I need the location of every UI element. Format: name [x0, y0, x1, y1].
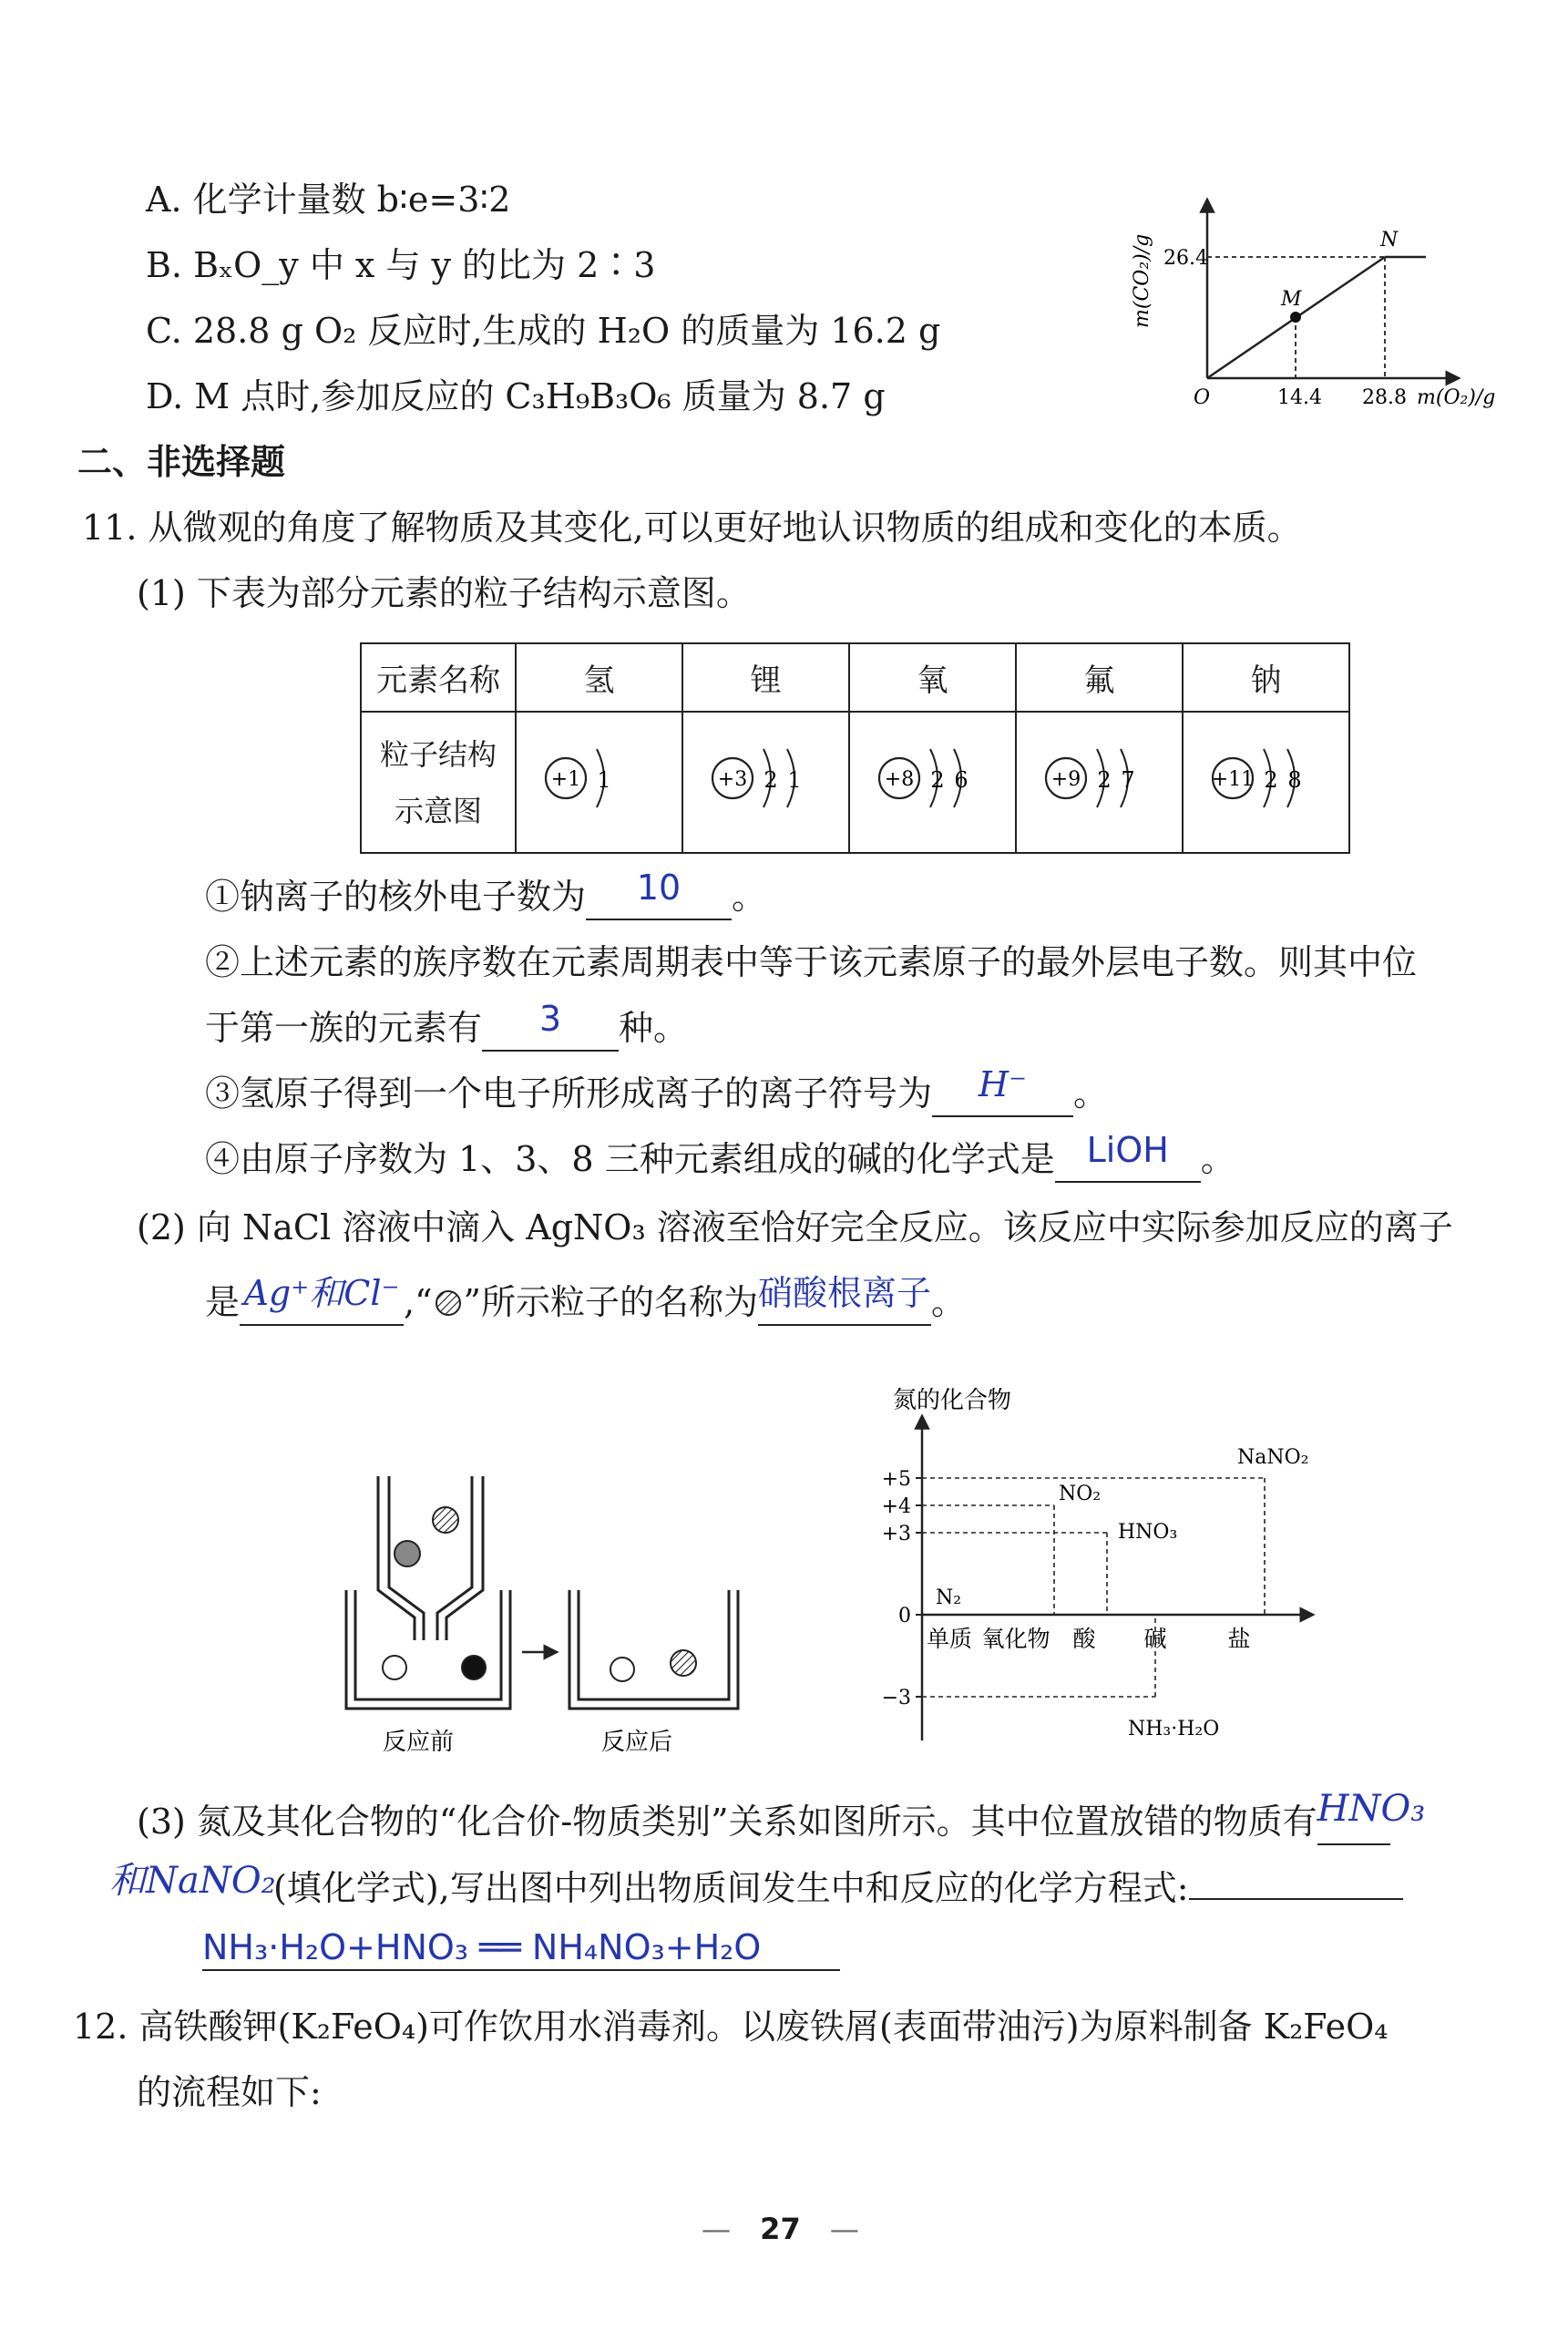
shell-electron-count: 2: [1096, 767, 1112, 793]
q11-sub1: ①钠离子的核外电子数为 10 。: [205, 875, 766, 920]
part2-answer1-blank: [240, 1273, 404, 1326]
element-name-o: 氧: [849, 643, 1016, 712]
element-name-h: 氢: [516, 643, 682, 712]
option-b: B. BₓO_y 中 x 与 y 的比为 2∶3: [146, 245, 656, 285]
nucleus-charge: +1: [550, 768, 580, 791]
shell-electron-count: 2: [929, 767, 945, 793]
q4-answer-blank: [1055, 1130, 1201, 1183]
y-tick: 26.4: [1163, 247, 1208, 270]
q11-sub2-line2: 于第一族的元素有 3 种。: [205, 1006, 688, 1052]
x-category-label: 碱: [1143, 1626, 1167, 1652]
nucleus-charge: +8: [884, 768, 914, 791]
part3-answer-b: 和NaNO₂: [109, 1860, 276, 1902]
option-c: C. 28.8 g O₂ 反应时,生成的 H₂O 的质量为 16.2 g: [146, 311, 941, 351]
shell-electron-count: 8: [1286, 767, 1302, 793]
x-category-label: 单质: [926, 1626, 973, 1652]
beaker-diagram: [333, 1458, 761, 1759]
compound-label: N₂: [936, 1586, 962, 1609]
compound-label: NaNO₂: [1237, 1446, 1309, 1469]
part2-answer1: Ag⁺和Cl⁻: [243, 1273, 400, 1313]
ion-black-before: [462, 1656, 486, 1679]
element-table: [360, 642, 1350, 854]
page-footer: — 27 —: [702, 2212, 859, 2246]
section-title: 二、非选择题: [77, 442, 286, 482]
q11-sub3: ③氢原子得到一个电子所形成离子的离子符号为 H⁻ 。: [205, 1072, 1108, 1117]
element-name-na: 钠: [1183, 643, 1349, 712]
ion-white-before: [383, 1656, 406, 1679]
q2-answer: 3: [538, 999, 562, 1039]
q11-part2-line2: 是 Ag⁺和Cl⁻ ,“ ”所示粒子的名称为硝酸根离子。: [205, 1280, 966, 1326]
table-header-diagram: 粒子结构 示意图: [361, 712, 516, 853]
option-a: A. 化学计量数 b∶e=3∶2: [146, 180, 511, 220]
part3-answer-a-blank: [1317, 1788, 1426, 1845]
shell-electron-count: 1: [596, 767, 611, 793]
q11-part3-line2: 和NaNO₂(填化学式),写出图中列出物质间发生中和反应的化学方程式:: [109, 1866, 1403, 1910]
y-tick-label: +5: [881, 1468, 911, 1491]
y-tick-label: +4: [881, 1495, 911, 1518]
point-n-label: N: [1380, 229, 1399, 252]
ion-white-after: [610, 1658, 634, 1681]
q11-sub4: ④由原子序数为 1、3、8 三种元素组成的碱的化学式是 LiOH 。: [205, 1137, 1235, 1183]
y-tick-label: −3: [881, 1687, 911, 1709]
part2-answer2: 硝酸根离子: [757, 1273, 931, 1313]
q12-line1: 12. 高铁酸钾(K₂FeO₄)可作饮用水消毒剂。以废铁屑(表面带油污)为原料制备 K₂FeO₄: [73, 2007, 1389, 2047]
x-label: m(O₂)/g: [1417, 386, 1496, 409]
q11-part1-intro: (1) 下表为部分元素的粒子结构示意图。: [137, 573, 751, 613]
q11-stem: 11. 从微观的角度了解物质及其变化,可以更好地认识物质的组成和变化的本质。: [82, 508, 1302, 548]
shell-electron-count: 6: [953, 767, 968, 793]
ion-hatched-after: [671, 1650, 696, 1676]
x-category-label: 盐: [1227, 1626, 1251, 1652]
element-name-f: 氟: [1016, 643, 1183, 712]
table-header-name: 元素名称: [361, 643, 516, 712]
label-after: 反应后: [601, 1729, 673, 1756]
part3-equation: NH₃·H₂O+HNO₃ ══ NH₄NO₃+H₂O: [202, 1927, 762, 1967]
q1-answer-blank: [586, 868, 732, 920]
part2-answer2-blank: [757, 1273, 931, 1326]
q11-part3-line1: (3) 氮及其化合物的“化合价-物质类别”关系如图所示。其中位置放错的物质有HNO₃: [137, 1800, 1390, 1845]
nucleus-charge: +9: [1050, 768, 1081, 791]
silver-ion-dropper: [395, 1541, 420, 1566]
nucleus-charge: +11: [1211, 768, 1254, 791]
q2-answer-blank: [482, 999, 619, 1052]
element-name-li: 锂: [682, 643, 849, 712]
compound-label: HNO₃: [1118, 1521, 1178, 1544]
chart-marks: [882, 1446, 1309, 1740]
option-d: D. M 点时,参加反应的 C₃H₉B₃O₆ 质量为 8.7 g: [146, 376, 886, 416]
x-tick-2: 28.8: [1362, 386, 1407, 409]
point-m-label: M: [1281, 288, 1302, 311]
x-category-label: 酸: [1072, 1626, 1096, 1652]
y-tick-label: 0: [898, 1605, 911, 1627]
atom-diagram-li: [682, 712, 849, 853]
dropper: [378, 1476, 483, 1640]
shell-electron-count: 2: [1263, 767, 1278, 793]
part3-answer-a: HNO₃: [1317, 1788, 1426, 1830]
q12-line2: 的流程如下:: [137, 2072, 322, 2112]
beaker-after: [569, 1590, 738, 1709]
nitrate-ion-dropper: [433, 1507, 458, 1533]
q11-sub2-line1: ②上述元素的族序数在元素周期表中等于该元素原子的最外层电子数。则其中位: [205, 942, 1418, 982]
compound-label: NH₃·H₂O: [1128, 1718, 1220, 1740]
y-label: m(CO₂)/g: [1131, 233, 1153, 328]
shell-electron-count: 7: [1120, 767, 1135, 793]
atom-diagram-f: [1016, 712, 1183, 853]
label-before: 反应前: [383, 1729, 455, 1756]
q11-part3-equation-line: [202, 1925, 840, 1971]
beaker-before: [346, 1590, 510, 1709]
q4-answer: LiOH: [1086, 1130, 1169, 1170]
origin: O: [1194, 386, 1211, 409]
shell-electron-count: 1: [786, 767, 802, 793]
q3-answer-blank: [932, 1064, 1073, 1117]
q11-part2-line1: (2) 向 NaCl 溶液中滴入 AgNO₃ 溶液至恰好完全反应。该反应中实际参加反应的离子: [137, 1207, 1453, 1247]
q3-answer: H⁻: [978, 1064, 1028, 1104]
hatched-circle-icon: [433, 1288, 464, 1319]
q1-answer: 10: [636, 868, 682, 908]
atom-diagram-na: [1183, 712, 1349, 853]
atom-diagram-o: [849, 712, 1016, 853]
compound-label: NO₂: [1059, 1483, 1102, 1505]
shell-electron-count: 2: [763, 767, 778, 793]
x-category-label: 氧化物: [981, 1626, 1050, 1652]
nucleus-charge: +3: [717, 768, 747, 791]
x-tick-1: 14.4: [1277, 386, 1322, 409]
atom-diagram-h: [516, 712, 682, 853]
co2-o2-graph: [1121, 196, 1503, 419]
nitrogen-chart: [866, 1376, 1339, 1759]
point-m-dot: [1290, 312, 1301, 323]
chart-title: 氮的化合物: [893, 1387, 1012, 1414]
y-tick-label: +3: [881, 1523, 911, 1545]
page-number: 27: [760, 2212, 801, 2246]
